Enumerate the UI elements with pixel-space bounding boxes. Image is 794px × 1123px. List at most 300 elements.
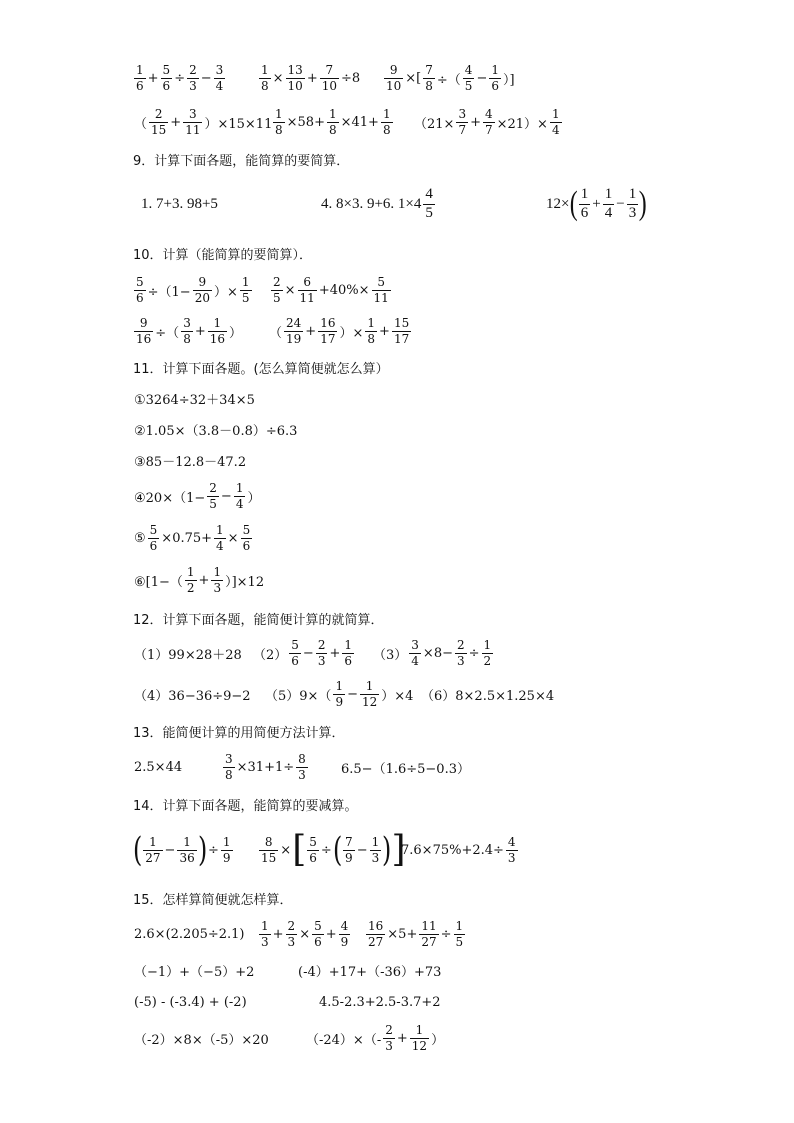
expression-text: （5）9×（ — [265, 688, 332, 704]
expression — [545, 184, 647, 224]
expression-text: ÷（ — [436, 72, 461, 88]
fraction-numerator: 1 — [344, 637, 353, 652]
fraction — [161, 64, 173, 92]
fraction-numerator: 2 — [287, 918, 296, 933]
fraction — [214, 524, 226, 552]
expression-text: +40%× — [318, 282, 370, 298]
fraction — [211, 566, 223, 594]
large-parenthesis: ) — [382, 830, 392, 870]
expression — [365, 914, 466, 954]
expression-text: 2.6×(2.205÷2.1) — [134, 926, 245, 942]
expression-text: + — [198, 572, 210, 588]
expression-text: 4. 8×3. 9+6. 1×4 — [321, 195, 422, 212]
fraction — [343, 836, 355, 864]
fraction-numerator: 4 — [340, 918, 349, 933]
fraction — [454, 920, 466, 948]
fraction — [627, 187, 639, 222]
fraction-denominator: 6 — [344, 653, 353, 668]
expression-text: （ — [269, 325, 283, 341]
fraction — [392, 317, 411, 345]
fraction-denominator: 20 — [194, 290, 210, 305]
expression-text: ） — [431, 1032, 445, 1048]
fraction-numerator: 2 — [317, 637, 326, 652]
fraction-denominator: 3 — [317, 653, 326, 668]
expression — [413, 102, 563, 142]
fraction — [284, 317, 303, 345]
expression-text: + — [170, 114, 182, 130]
fraction — [149, 108, 168, 136]
fraction-denominator: 12 — [411, 1038, 428, 1053]
fraction — [134, 64, 146, 92]
fraction-numerator: 5 — [377, 274, 385, 289]
fraction-denominator: 6 — [314, 934, 322, 949]
fraction — [316, 639, 328, 667]
fraction-numerator: 5 — [314, 918, 322, 933]
expression-text: （6）8×2.5×1.25×4 — [421, 688, 555, 704]
fraction — [463, 64, 475, 92]
fraction-denominator: 11 — [299, 290, 315, 305]
fraction-denominator: 16 — [136, 331, 152, 346]
expression-text: + — [592, 195, 601, 212]
expression-text: ÷ — [208, 842, 219, 858]
expression — [383, 58, 516, 98]
fraction-denominator: 27 — [145, 850, 161, 865]
fraction-numerator: 5 — [242, 522, 251, 537]
fraction — [259, 64, 271, 92]
fraction — [214, 64, 226, 92]
fraction-numerator: 1 — [275, 106, 283, 121]
fraction-denominator: 8 — [367, 331, 376, 346]
fraction-numerator: 1 — [371, 834, 380, 849]
expression-text: ×[ — [405, 70, 422, 86]
expression-text: （-24）×（- — [306, 1032, 382, 1048]
fraction-denominator: 6 — [242, 538, 251, 553]
fraction-denominator: 3 — [371, 850, 380, 865]
large-parenthesis: ) — [638, 185, 647, 222]
fraction-denominator: 5 — [464, 78, 473, 93]
expression-text: ）]×12 — [225, 574, 265, 590]
expression — [133, 102, 273, 142]
large-parenthesis: ( — [332, 830, 343, 870]
fraction-numerator: 7 — [325, 62, 334, 77]
fraction — [286, 920, 298, 948]
fraction-numerator: 9 — [139, 315, 148, 330]
expression — [133, 311, 243, 351]
fraction-denominator: 5 — [425, 204, 433, 221]
expression — [133, 270, 253, 310]
fraction-denominator: 15 — [261, 850, 277, 865]
expression-text: （3） — [373, 647, 408, 663]
expression-text: ÷ — [440, 926, 452, 942]
fraction-denominator: 36 — [179, 850, 195, 865]
fraction-numerator: 5 — [136, 274, 144, 289]
fraction-numerator: 1 — [216, 522, 224, 537]
fraction-denominator: 3 — [507, 850, 516, 865]
fraction-numerator: 8 — [298, 751, 306, 766]
fraction-denominator: 6 — [136, 290, 144, 305]
question-14-title: 14．计算下面各题，能简算的要减算。 — [133, 799, 358, 814]
expression-text: ×58+ — [286, 114, 325, 130]
fraction-numerator: 8 — [264, 834, 273, 849]
expression — [264, 674, 414, 714]
fraction-denominator: 9 — [340, 934, 349, 949]
fraction-denominator: 15 — [151, 122, 167, 137]
expression — [252, 633, 355, 673]
question-12-title: 12．计算下面各题，能简便计算的就简算． — [133, 613, 384, 628]
fraction-denominator: 4 — [604, 204, 613, 221]
expression-text: ⑤ — [134, 530, 146, 546]
fraction-denominator: 6 — [162, 78, 171, 93]
expression — [133, 830, 234, 870]
expression — [133, 747, 183, 787]
fraction — [207, 482, 219, 510]
large-parenthesis: ) — [197, 830, 208, 870]
expression-text: ×31+1÷ — [236, 759, 295, 775]
question-10-title: 10．计算（能简算的要简算）． — [133, 248, 313, 263]
expression-text: × — [280, 842, 292, 858]
fraction — [339, 920, 351, 948]
fraction — [383, 1024, 395, 1052]
fraction-denominator: 5 — [241, 290, 250, 305]
question-11-title: 11．计算下面各题。(怎么算简便就怎么算） — [133, 362, 389, 377]
expression-text: − — [347, 686, 358, 702]
fraction-denominator: 27 — [368, 934, 384, 949]
expression-text: ） — [229, 325, 243, 341]
fraction — [271, 276, 283, 304]
fraction — [370, 836, 382, 864]
fraction-numerator: 7 — [345, 834, 353, 849]
fraction-denominator: 8 — [261, 78, 269, 93]
fraction — [579, 187, 591, 222]
fraction-numerator: 1 — [136, 62, 144, 77]
fraction — [419, 920, 438, 948]
expression — [258, 914, 351, 954]
fraction — [307, 836, 319, 864]
fraction — [193, 276, 212, 304]
fraction-numerator: 1 — [415, 1022, 424, 1037]
fraction-numerator: 1 — [186, 564, 195, 579]
expression-text: ③85－12.8－47.2 — [134, 454, 247, 470]
large-parenthesis: ( — [132, 830, 143, 870]
fraction-denominator: 7 — [458, 122, 467, 137]
fraction-denominator: 17 — [393, 331, 410, 346]
fraction-denominator: 4 — [235, 496, 244, 511]
expression-text: ④20×（1− — [134, 490, 206, 506]
fraction-numerator: 9 — [198, 274, 207, 289]
fraction — [423, 187, 435, 222]
fraction-numerator: 3 — [183, 315, 191, 330]
fraction-numerator: 5 — [309, 834, 317, 849]
fraction-numerator: 16 — [368, 918, 384, 933]
large-parenthesis: ( — [570, 185, 579, 222]
expression — [268, 311, 412, 351]
fraction-denominator: 8 — [382, 122, 391, 137]
expression-text: ）× — [339, 325, 364, 341]
fraction-numerator: 1 — [328, 106, 337, 121]
fraction — [312, 920, 324, 948]
expression-text: + — [325, 926, 337, 942]
fraction-numerator: 1 — [551, 106, 560, 121]
expression-text: ×21）× — [496, 116, 548, 132]
fraction — [286, 64, 305, 92]
fraction-denominator: 4 — [216, 538, 224, 553]
fraction — [603, 187, 615, 222]
fraction — [327, 108, 339, 136]
expression-text: − — [164, 842, 176, 858]
fraction-denominator: 5 — [455, 934, 464, 949]
fraction-numerator: 1 — [604, 185, 613, 202]
fraction — [318, 317, 337, 345]
expression — [133, 982, 248, 1022]
expression — [133, 518, 253, 558]
fraction-denominator: 4 — [551, 122, 560, 137]
expression-text: − — [356, 842, 368, 858]
fraction-numerator: 1 — [491, 62, 499, 77]
fraction — [423, 64, 435, 92]
expression-text: ×5+ — [387, 926, 418, 942]
fraction — [234, 482, 246, 510]
fraction — [240, 276, 252, 304]
fraction-numerator: 4 — [425, 185, 433, 202]
expression-text: − — [220, 488, 232, 504]
expression-text: ÷ — [174, 70, 186, 86]
expression — [258, 830, 406, 870]
fraction-denominator: 3 — [385, 1038, 393, 1053]
fraction — [273, 108, 285, 136]
fraction-numerator: 2 — [385, 1022, 393, 1037]
expression-text: + — [194, 323, 206, 339]
expression — [133, 476, 261, 516]
question-13-title: 13．能简便计算的用简便方法计算． — [133, 726, 345, 741]
fraction — [381, 108, 393, 136]
expression-text: ）×15×11 — [204, 116, 273, 132]
fraction-denominator: 6 — [580, 204, 589, 221]
expression-text: × — [284, 282, 296, 298]
fraction-denominator: 6 — [491, 78, 499, 93]
fraction-denominator: 2 — [186, 580, 195, 595]
expression-text: − — [302, 645, 314, 661]
fraction-denominator: 9 — [345, 850, 353, 865]
expression-text: （ — [134, 116, 148, 132]
fraction-denominator: 2 — [483, 653, 492, 668]
fraction-numerator: 1 — [149, 834, 157, 849]
expression — [318, 982, 442, 1022]
fraction — [134, 276, 146, 304]
fraction — [148, 524, 160, 552]
fraction — [298, 276, 317, 304]
fraction-denominator: 5 — [209, 496, 217, 511]
expression-text: + — [306, 70, 318, 86]
fraction-numerator: 1 — [261, 918, 269, 933]
expression — [400, 830, 519, 870]
fraction-numerator: 7 — [425, 62, 433, 77]
fraction-numerator: 1 — [261, 62, 269, 77]
expression-text: ×41+ — [340, 114, 379, 130]
expression-text: + — [305, 323, 317, 339]
fraction-numerator: 5 — [149, 522, 158, 537]
fraction — [342, 639, 354, 667]
fraction — [259, 836, 278, 864]
expression-text: − — [200, 70, 212, 86]
fraction-numerator: 1 — [580, 185, 589, 202]
fraction — [365, 317, 377, 345]
fraction — [409, 639, 421, 667]
expression-text: ）] — [502, 72, 515, 88]
fraction — [550, 108, 562, 136]
fraction-denominator: 4 — [411, 653, 419, 668]
fraction-denominator: 3 — [213, 580, 222, 595]
question-15-title: 15．怎样算简便就怎样算． — [133, 893, 293, 908]
expression-text: + — [329, 645, 341, 661]
fraction — [384, 64, 403, 92]
expression-text: ×0.75+ — [161, 530, 213, 546]
fraction-numerator: 4 — [484, 106, 493, 121]
fraction-numerator: 1 — [628, 185, 637, 202]
expression — [133, 674, 252, 714]
expression — [340, 747, 471, 787]
fraction-denominator: 10 — [287, 78, 303, 93]
expression-text: 2.5×44 — [134, 759, 183, 775]
fraction — [360, 680, 379, 708]
fraction-numerator: 3 — [458, 106, 467, 121]
fraction — [181, 317, 193, 345]
fraction-numerator: 5 — [162, 62, 171, 77]
expression-text: (-4）+17+（-36）+73 — [298, 964, 442, 980]
fraction-numerator: 2 — [189, 62, 197, 77]
large-bracket: [ — [292, 829, 307, 870]
expression-text: − — [476, 70, 488, 86]
fraction-denominator: 4 — [215, 78, 224, 93]
fraction — [296, 753, 308, 781]
fraction-denominator: 6 — [291, 653, 299, 668]
expression — [133, 58, 226, 98]
fraction-denominator: 3 — [189, 78, 197, 93]
fraction-denominator: 12 — [361, 694, 378, 709]
expression — [133, 914, 246, 954]
fraction — [372, 276, 391, 304]
expression-text: 4.5-2.3+2.5-3.7+2 — [319, 994, 441, 1010]
fraction-numerator: 3 — [215, 62, 224, 77]
expression-text: + — [396, 1030, 408, 1046]
fraction-numerator: 16 — [320, 315, 336, 330]
expression-text: + — [470, 114, 481, 130]
expression — [133, 633, 243, 673]
fraction-numerator: 2 — [209, 480, 217, 495]
fraction-numerator: 1 — [483, 637, 492, 652]
fraction-denominator: 3 — [298, 767, 306, 782]
expression — [133, 440, 247, 480]
expression-text: ）× — [213, 284, 238, 300]
expression-text: + — [272, 926, 284, 942]
fraction — [455, 639, 467, 667]
fraction-numerator: 9 — [389, 62, 398, 77]
fraction-numerator: 2 — [154, 106, 163, 121]
fraction — [489, 64, 501, 92]
fraction-denominator: 3 — [456, 653, 465, 668]
fraction-numerator: 15 — [393, 315, 410, 330]
fraction-numerator: 1 — [213, 564, 222, 579]
fraction-numerator: 1 — [222, 834, 231, 849]
expression — [258, 58, 361, 98]
expression-text: （4）36−36÷9−2 — [134, 688, 251, 704]
expression — [270, 270, 392, 310]
expression-text: ÷（1− — [147, 284, 191, 300]
fraction — [134, 317, 153, 345]
expression — [222, 747, 309, 787]
fraction-denominator: 5 — [273, 290, 281, 305]
fraction — [177, 836, 196, 864]
expression-text: （21× — [414, 116, 455, 132]
fraction-numerator: 1 — [335, 678, 344, 693]
expression-text: (-5) - (-3.4) + (-2) — [134, 994, 247, 1010]
fraction-numerator: 1 — [241, 274, 250, 289]
fraction-denominator: 8 — [425, 78, 433, 93]
expression — [305, 1018, 445, 1058]
fraction — [185, 566, 197, 594]
fraction-denominator: 9 — [222, 850, 231, 865]
expression-text: （−1）+（−5）+2 — [134, 964, 255, 980]
fraction-numerator: 1 — [183, 834, 191, 849]
fraction — [221, 836, 233, 864]
fraction — [187, 64, 199, 92]
fraction — [259, 920, 271, 948]
fraction — [208, 317, 227, 345]
fraction-denominator: 8 — [183, 331, 191, 346]
fraction-denominator: 17 — [320, 331, 336, 346]
fraction — [241, 524, 253, 552]
expression-text: ÷ — [468, 645, 480, 661]
expression — [320, 184, 436, 224]
expression-text: ÷ — [320, 842, 332, 858]
fraction — [320, 64, 339, 92]
fraction-denominator: 6 — [309, 850, 317, 865]
fraction-denominator: 16 — [209, 331, 226, 346]
expression-text: ÷8 — [341, 70, 361, 86]
fraction-denominator: 8 — [328, 122, 337, 137]
fraction-numerator: 11 — [421, 918, 437, 933]
expression-text: （2） — [253, 647, 288, 663]
fraction-denominator: 3 — [261, 934, 269, 949]
expression-text: ①3264÷32＋34×5 — [134, 392, 255, 408]
fraction — [410, 1024, 429, 1052]
fraction-denominator: 10 — [321, 78, 338, 93]
fraction — [223, 753, 235, 781]
fraction-numerator: 4 — [464, 62, 473, 77]
fraction-denominator: 10 — [386, 78, 402, 93]
fraction-numerator: 3 — [411, 637, 419, 652]
fraction-numerator: 1 — [382, 106, 391, 121]
fraction-numerator: 13 — [287, 62, 303, 77]
expression-text: − — [616, 195, 625, 212]
expression-text: + — [379, 323, 390, 339]
fraction-denominator: 7 — [484, 122, 493, 137]
fraction-numerator: 2 — [456, 637, 465, 652]
fraction-numerator: 24 — [286, 315, 302, 330]
fraction-numerator: 3 — [189, 106, 197, 121]
fraction-denominator: 6 — [149, 538, 158, 553]
fraction-denominator: 3 — [628, 204, 637, 221]
fraction-numerator: 1 — [213, 315, 222, 330]
fraction-denominator: 6 — [136, 78, 144, 93]
fraction — [456, 108, 468, 136]
expression-text: 1. 7+3. 98+5 — [141, 195, 218, 212]
expression-text: 7.6×75%+2.4÷ — [401, 842, 504, 858]
expression — [133, 1018, 270, 1058]
fraction — [506, 836, 518, 864]
expression-text: （-2）×8×（-5）×20 — [134, 1032, 269, 1048]
large-bracket: ] — [391, 829, 406, 870]
fraction-denominator: 19 — [286, 331, 302, 346]
